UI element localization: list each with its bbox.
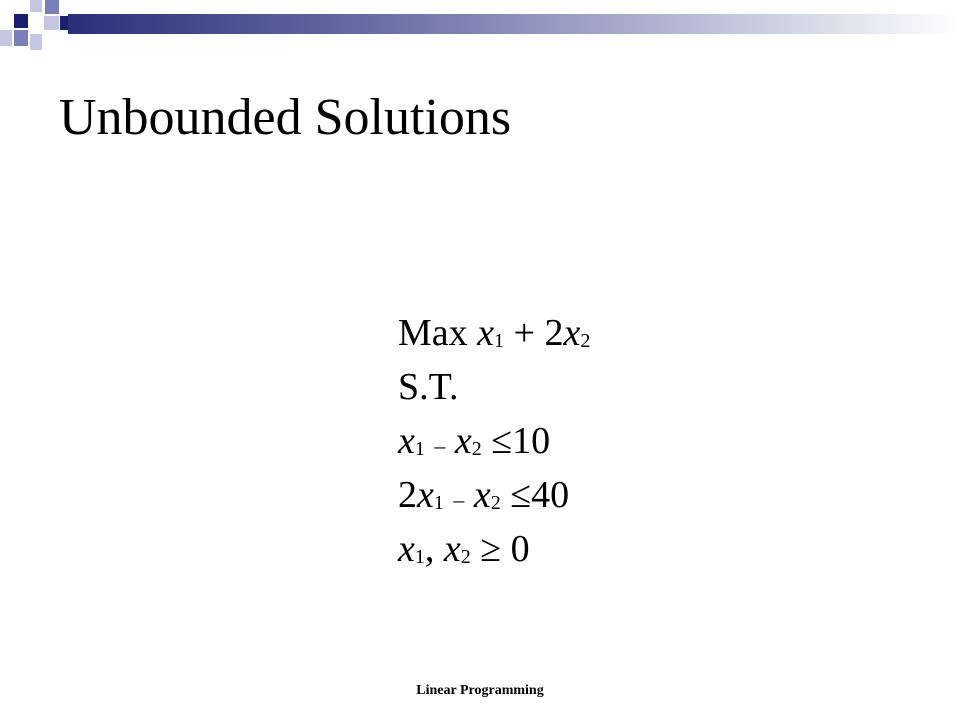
header-gradient-band <box>68 14 960 34</box>
slide-footer: Linear Programming <box>416 683 544 698</box>
var-x: x <box>398 528 415 570</box>
plus-operator: + <box>513 312 535 354</box>
lp-formulation <box>398 306 590 576</box>
deco-square-dark <box>60 16 68 30</box>
subject-to-label: S.T. <box>398 366 459 408</box>
comma-separator: , <box>424 528 435 570</box>
deco-square-dark <box>14 14 28 28</box>
var-x: x <box>473 474 491 516</box>
deco-square-light <box>30 0 42 12</box>
rhs-value: 40 <box>531 474 570 516</box>
leq-symbol: ≤ <box>510 474 532 516</box>
subscript: 1 <box>414 438 425 460</box>
subscript: 2 <box>580 330 591 352</box>
var-x: x <box>477 312 495 354</box>
minus-operator: – <box>434 433 446 458</box>
var-x: x <box>454 420 472 462</box>
objective-line <box>398 306 590 360</box>
subscript: 1 <box>414 546 425 568</box>
subscript: 1 <box>494 330 505 352</box>
var-x: x <box>417 474 434 516</box>
deco-square-mid <box>14 30 28 46</box>
deco-square-light <box>30 34 42 50</box>
subscript: 2 <box>490 492 501 514</box>
max-keyword: Max <box>398 312 468 354</box>
constraint-2 <box>398 468 590 522</box>
var-x: x <box>563 312 581 354</box>
subject-to-line <box>398 360 590 414</box>
slide-title: Unbounded Solutions <box>59 89 512 146</box>
header-decoration <box>0 0 960 60</box>
subscript: 2 <box>471 438 482 460</box>
coefficient: 2 <box>544 312 564 354</box>
deco-square-light <box>0 30 12 46</box>
rhs-value: 0 <box>510 528 530 570</box>
leq-symbol: ≤ <box>491 420 513 462</box>
deco-square-light <box>44 16 59 30</box>
subscript: 1 <box>433 492 444 514</box>
deco-square-mid <box>45 0 59 14</box>
geq-symbol: ≥ <box>480 528 502 570</box>
constraint-nonnegativity <box>398 522 590 576</box>
subscript: 2 <box>460 546 471 568</box>
minus-operator: – <box>453 487 465 512</box>
rhs-value: 10 <box>512 420 551 462</box>
var-x: x <box>398 420 415 462</box>
coefficient: 2 <box>398 474 417 516</box>
constraint-1 <box>398 414 590 468</box>
var-x: x <box>443 528 461 570</box>
